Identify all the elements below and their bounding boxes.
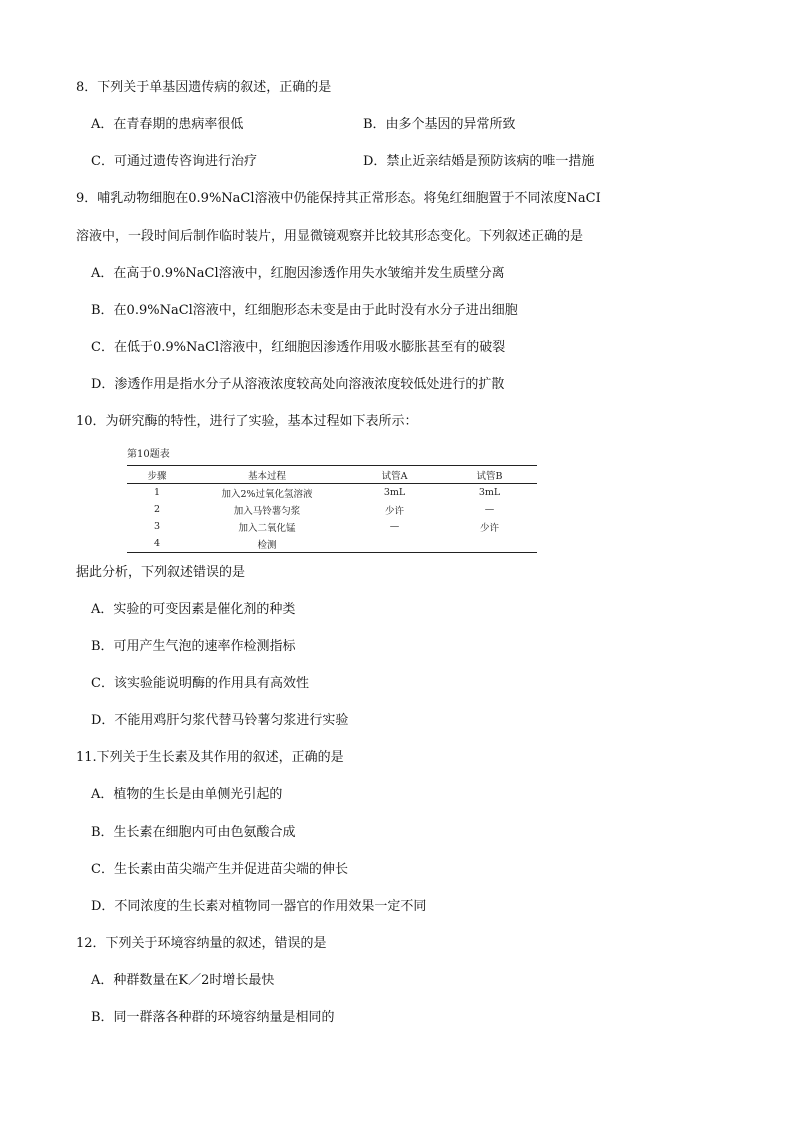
q10-table: [127, 465, 537, 553]
table-cell: 3mL: [383, 487, 406, 498]
table-row: [127, 535, 537, 553]
q10-table-caption: 第10题表: [127, 449, 170, 460]
table-cell: 少许: [479, 522, 499, 534]
q8-option-a: A．在青春期的患病率很低: [91, 117, 244, 132]
table-header-cell: 试管B: [442, 466, 537, 484]
q11-stem: 11.下列关于生长素及其作用的叙述，正确的是: [76, 750, 344, 765]
table-cell: 4: [127, 535, 187, 553]
q11-option-b: B．生长素在细胞内可由色氨酸合成: [91, 825, 296, 840]
table-cell: —: [484, 504, 495, 515]
q10-followup: 据此分析，下列叙述错误的是: [76, 565, 246, 580]
table-cell: 3: [153, 521, 161, 532]
table-header-row: [127, 466, 537, 484]
q11-option-c: C．生长素由苗尖端产生并促进苗尖端的伸长: [91, 862, 348, 877]
q12-option-a: A．种群数量在K／2时增长最快: [91, 973, 275, 988]
table-header-cell: 步骤: [127, 466, 187, 484]
table-header-cell: 基本过程: [187, 466, 347, 484]
q12-stem: 12．下列关于环境容纳量的叙述，错误的是: [76, 936, 327, 951]
table-cell: 少许: [384, 505, 404, 517]
q8-option-b: B．由多个基因的异常所致: [363, 117, 516, 132]
q9-option-d: D．渗透作用是指水分子从溶液浓度较高处向溶液浓度较低处进行的扩散: [91, 377, 505, 392]
table-cell: 2: [153, 504, 161, 515]
q8-option-d: D．禁止近亲结婚是预防该病的唯一措施: [363, 154, 595, 169]
q10-stem: 10．为研究酶的特性，进行了实验，基本过程如下表所示：: [76, 414, 418, 429]
q10-option-c: C．该实验能说明酶的作用具有高效性: [91, 676, 309, 691]
q9-option-b: B．在0.9%NaCl溶液中，红细胞形态未变是由于此时没有水分子进出细胞: [91, 303, 518, 318]
q10-table-block: [127, 449, 537, 553]
q9-stem-line2: 溶液中，一段时间后制作临时装片，用显微镜观察并比较其形态变化。下列叙述正确的是: [76, 229, 584, 244]
table-cell: [347, 535, 442, 553]
q9-option-a: A．在高于0.9%NaCl溶液中，红胞因渗透作用失水皱缩并发生质壁分离: [91, 266, 505, 281]
q11-option-a: A．植物的生长是由单侧光引起的: [91, 787, 283, 802]
table-cell: 检测: [187, 535, 347, 553]
table-header-cell: 试管A: [347, 466, 442, 484]
table-cell: 加入2%过氧化氢溶液: [221, 488, 313, 500]
q8-option-c: C．可通过遗传咨询进行治疗: [91, 154, 257, 169]
q12-option-b: B．同一群落各种群的环境容纳量是相同的: [91, 1010, 335, 1025]
table-cell: —: [389, 521, 400, 532]
table-cell: 加入马铃薯匀浆: [233, 505, 301, 517]
table-cell: 3mL: [478, 487, 501, 498]
table-row: [127, 518, 537, 535]
q9-option-c: C．在低于0.9%NaCl溶液中，红细胞因渗透作用吸水膨胀甚至有的破裂: [91, 340, 506, 355]
table-row: [127, 484, 537, 502]
table-row: [127, 501, 537, 518]
table-cell: 1: [153, 487, 161, 498]
q9-stem-line1: 9．哺乳动物细胞在0.9%NaCl溶液中仍能保持其正常形态。将兔红细胞置于不同浓度NaCI: [76, 191, 601, 206]
q10-option-a: A．实验的可变因素是催化剂的种类: [91, 602, 296, 617]
table-cell: 加入二氧化锰: [238, 522, 296, 534]
q11-option-d: D．不同浓度的生长素对植物同一器官的作用效果一定不同: [91, 899, 427, 914]
q10-option-b: B．可用产生气泡的速率作检测指标: [91, 639, 296, 654]
q8-stem: 8．下列关于单基因遗传病的叙述，正确的是: [76, 80, 332, 95]
q10-option-d: D．不能用鸡肝匀浆代替马铃薯匀浆进行实验: [91, 713, 349, 728]
table-cell: [442, 535, 537, 553]
